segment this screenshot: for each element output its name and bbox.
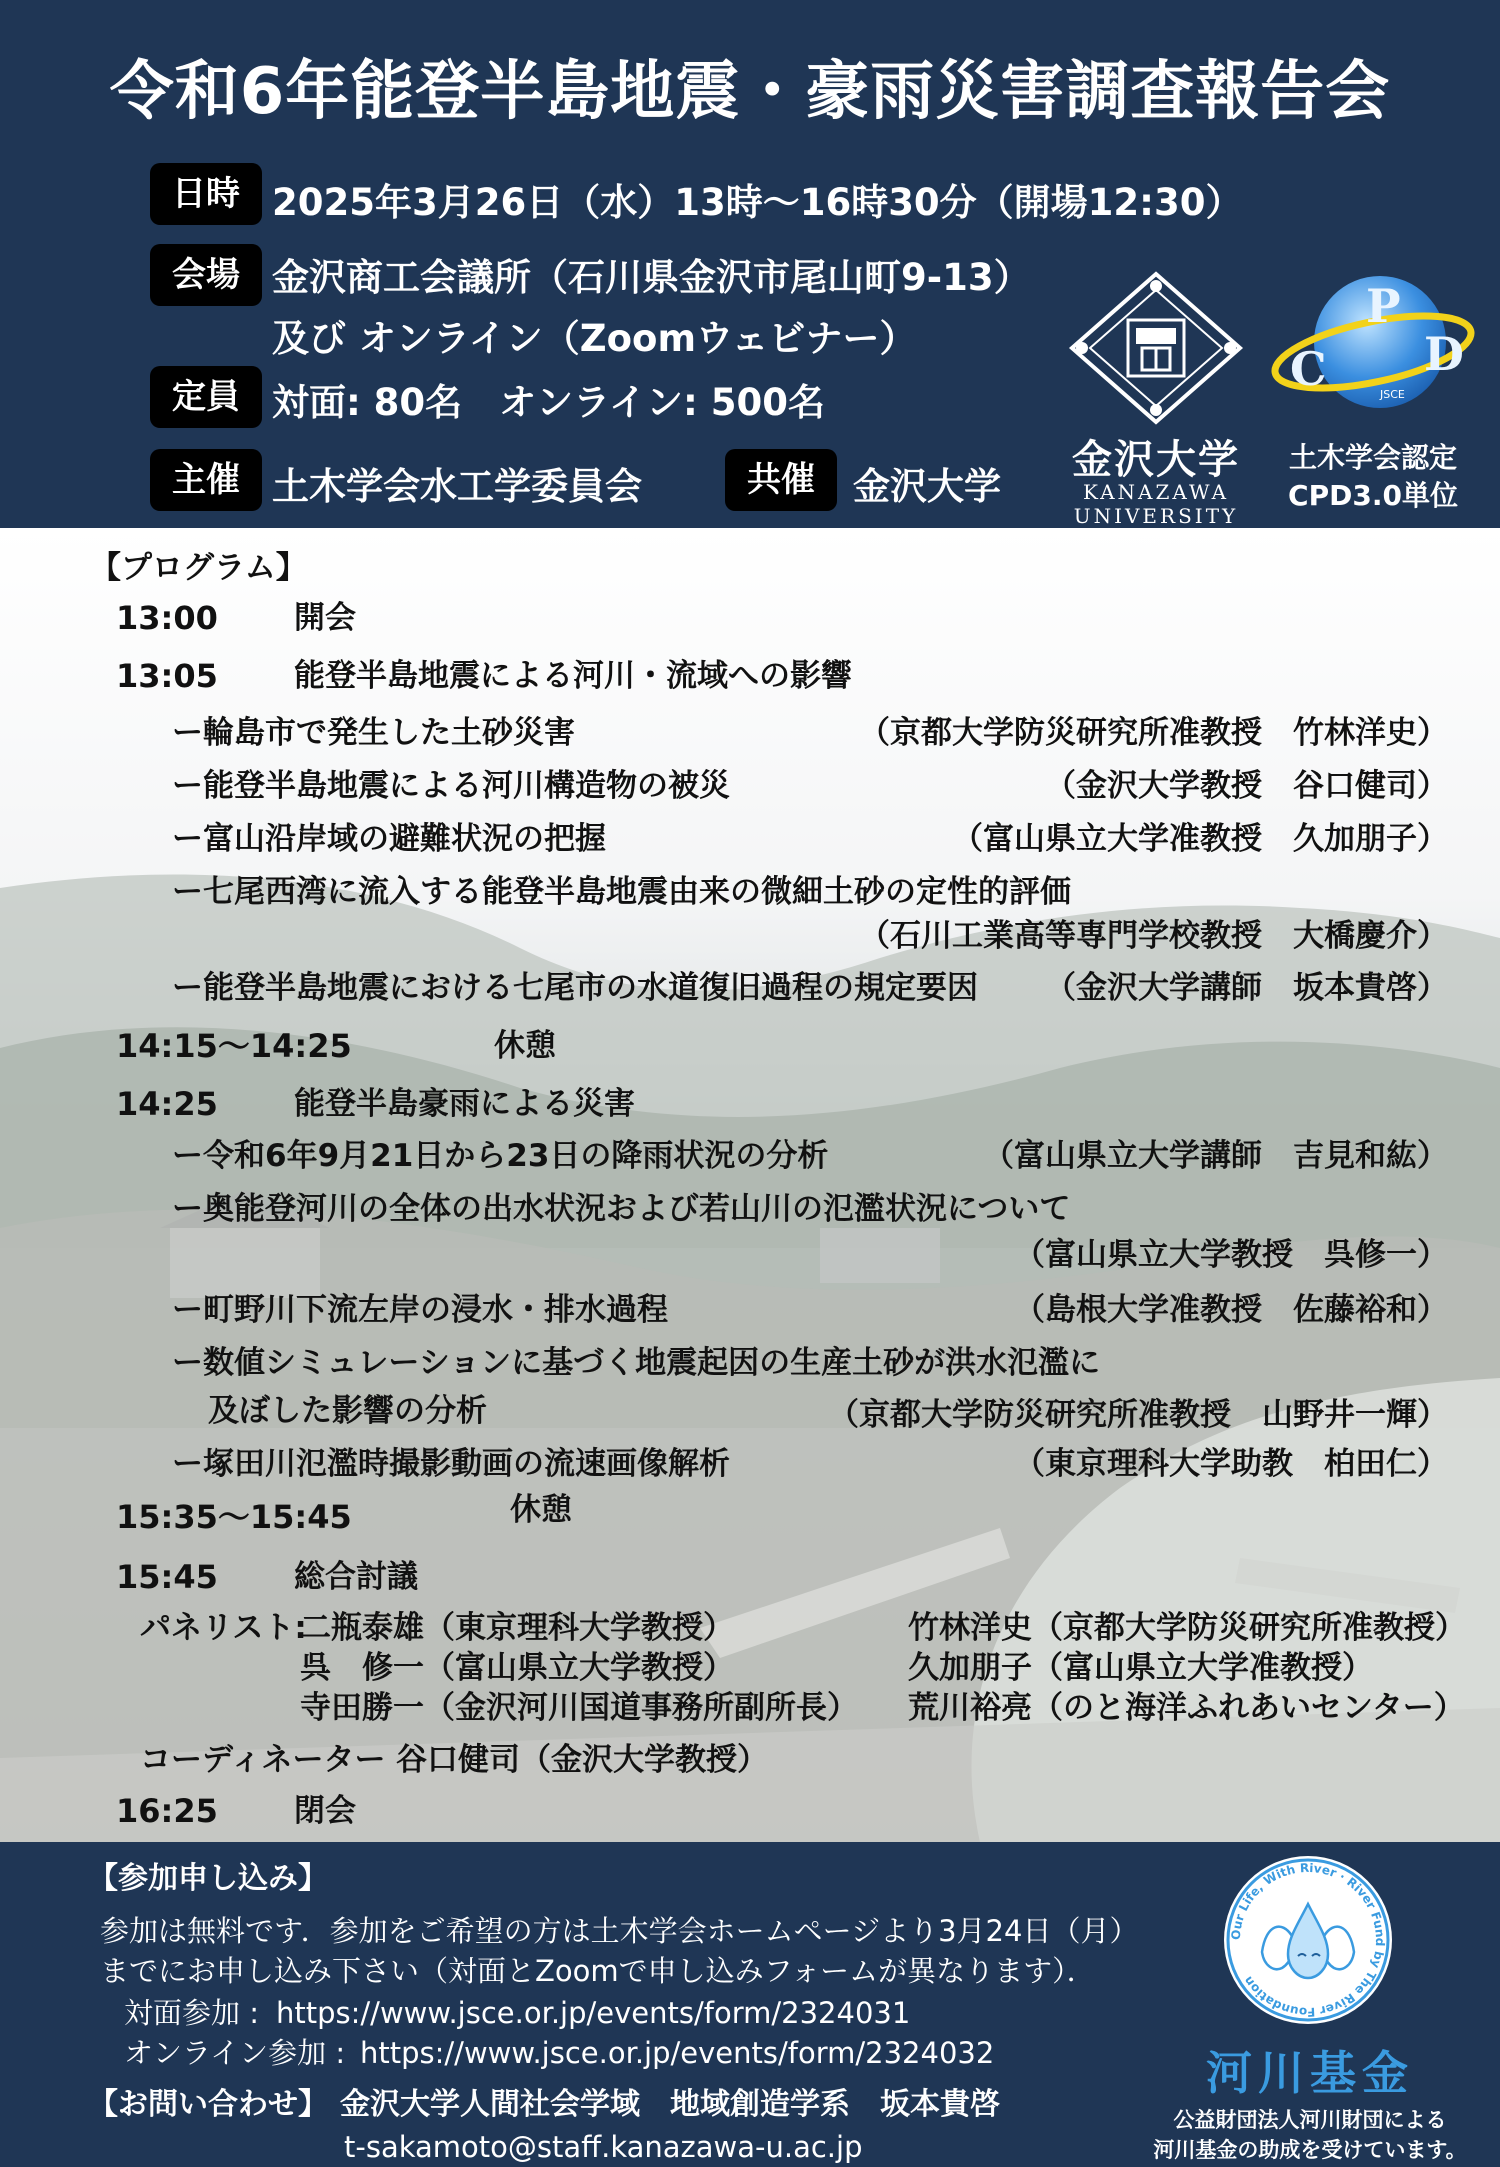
- panelist: 久加朋子（富山県立大学准教授）: [908, 1650, 1373, 1686]
- event-title: 令和6年能登半島地震・豪雨災害調査報告会: [109, 55, 1391, 129]
- panelist: 竹林洋史（京都大学防災研究所准教授）: [908, 1610, 1466, 1646]
- contact-email-link[interactable]: t-sakamoto@staff.kanazawa-u.ac.jp: [344, 2130, 863, 2164]
- river-seal-ring-text: Our Life, With River · River Fund by The River Foundation: [1228, 1860, 1388, 2020]
- flyer-footer: [0, 1842, 1500, 2167]
- river-fund-note: 河川基金の助成を受けています。: [1153, 2138, 1467, 2162]
- talk-title: ー塚田川氾濫時撮影動画の流速画像解析: [172, 1446, 730, 1482]
- cpd-units: CPD3.0単位: [1288, 479, 1458, 512]
- cpd-letter-d: D: [1424, 327, 1464, 381]
- venue-online-value: 及び オンライン（Zoomウェビナー）: [272, 317, 917, 360]
- talk-speaker: （金沢大学教授 谷口健司）: [1045, 768, 1448, 804]
- panelist-label: パネリスト:: [140, 1610, 307, 1646]
- session1-title: 能登半島地震による河川・流域への影響: [294, 658, 852, 694]
- talk-speaker: （富山県立大学准教授 久加朋子）: [952, 821, 1448, 857]
- online-label: オンライン参加 :: [124, 2036, 346, 2070]
- talk-speaker: （富山県立大学講師 吉見和紘）: [983, 1138, 1448, 1174]
- venue-value: 金沢商工会議所（石川県金沢市尾山町9-13）: [272, 256, 1031, 299]
- venue-badge: 会場: [150, 244, 262, 306]
- break2-time: 15:35～15:45: [116, 1498, 352, 1536]
- inperson-url-link[interactable]: https://www.jsce.or.jp/events/form/2324031: [276, 1996, 911, 2030]
- talk-title: ー七尾西湾に流入する能登半島地震由来の微細土砂の定性的評価: [172, 874, 1071, 910]
- session1-time: 13:05: [116, 657, 218, 695]
- program-heading: 【プログラム】: [90, 550, 307, 586]
- cpd-letter-c: C: [1290, 342, 1327, 396]
- talk-title: ー富山沿岸域の避難状況の把握: [172, 821, 606, 857]
- break1-time: 14:15～14:25: [116, 1027, 352, 1065]
- talk-speaker: （島根大学准教授 佐藤裕和）: [1014, 1292, 1448, 1328]
- kanazawa-university-emblem-icon: [1062, 268, 1250, 428]
- organizer-badge: 主催: [150, 449, 262, 511]
- river-fund-name: 河川基金: [1206, 2046, 1414, 2100]
- session2-title: 能登半島豪雨による災害: [294, 1086, 635, 1122]
- river-fund-seal-icon: [1222, 1854, 1394, 2026]
- apply-text-line2: までにお申し込み下さい（対面とZoomで申し込みフォームが異なります）．: [100, 1954, 1096, 1988]
- closing-title: 閉会: [294, 1793, 356, 1829]
- talk-speaker: （富山県立大学教授 呉修一）: [1014, 1237, 1448, 1273]
- talk-speaker: （京都大学防災研究所准教授 竹林洋史）: [859, 715, 1448, 751]
- panelist: 荒川裕亮（のと海洋ふれあいセンター）: [908, 1690, 1465, 1726]
- contact-heading: 【お問い合わせ】: [88, 2087, 328, 2122]
- datetime-value: 2025年3月26日（水）13時～16時30分（開場12:30）: [272, 181, 1243, 224]
- panelist: 寺田勝一（金沢河川国道事務所副所長）: [300, 1690, 858, 1726]
- break1-title: 休憩: [494, 1028, 556, 1064]
- panelist: 二瓶泰雄（東京理科大学教授）: [300, 1610, 734, 1646]
- talk-title: ー能登半島地震による河川構造物の被災: [172, 768, 730, 804]
- talk-title-continued: 及ぼした影響の分析: [208, 1393, 487, 1429]
- talk-speaker: （金沢大学講師 坂本貴啓）: [1045, 970, 1448, 1006]
- capacity-value: 対面: 80名 オンライン: 500名: [272, 381, 825, 424]
- discussion-time: 15:45: [116, 1558, 218, 1596]
- opening-title: 開会: [294, 600, 356, 636]
- online-url-link[interactable]: https://www.jsce.or.jp/events/form/2324032: [360, 2036, 995, 2070]
- session2-time: 14:25: [116, 1085, 218, 1123]
- kanazawa-university-name: 金沢大学: [1072, 436, 1240, 483]
- talk-speaker: （京都大学防災研究所准教授 山野井一輝）: [828, 1397, 1448, 1433]
- cpd-letter-p: P: [1366, 279, 1401, 333]
- flyer-header: [0, 0, 1500, 528]
- inperson-label: 対面参加 :: [124, 1996, 259, 2030]
- apply-text-line1: 参加は無料です．参加をご希望の方は土木学会ホームページより3月24日（月）: [100, 1914, 1139, 1948]
- kanazawa-university-roman: KANAZAWA UNIVERSITY: [1073, 480, 1239, 528]
- break2-title: 休憩: [510, 1492, 572, 1528]
- talk-title: ー町野川下流左岸の浸水・排水過程: [172, 1292, 668, 1328]
- datetime-badge: 日時: [150, 163, 262, 225]
- program-section: [0, 528, 1500, 1842]
- cpd-jsce-text: JSCE: [1380, 388, 1405, 401]
- talk-title: ー奥能登河川の全体の出水状況および若山川の氾濫状況について: [172, 1191, 1071, 1227]
- talk-title: ー令和6年9月21日から23日の降雨状況の分析: [172, 1138, 829, 1174]
- apply-heading: 【参加申し込み】: [88, 1861, 328, 1896]
- cohost-value: 金沢大学: [853, 465, 1001, 508]
- cpd-globe-icon: [1268, 270, 1478, 420]
- coordinator-label: コーディネーター: [140, 1742, 386, 1778]
- talk-speaker: （東京理科大学助教 柏田仁）: [1014, 1446, 1448, 1482]
- cohost-badge: 共催: [725, 449, 837, 511]
- capacity-badge: 定員: [150, 366, 262, 428]
- river-fund-note: 公益財団法人河川財団による: [1173, 2108, 1447, 2132]
- organizer-value: 土木学会水工学委員会: [272, 465, 642, 508]
- closing-time: 16:25: [116, 1792, 218, 1830]
- discussion-title: 総合討議: [294, 1559, 418, 1595]
- opening-time: 13:00: [116, 599, 218, 637]
- panelist: 呉 修一（富山県立大学教授）: [300, 1650, 734, 1686]
- coordinator-name: 谷口健司（金沢大学教授）: [396, 1742, 768, 1778]
- cpd-certification: 土木学会認定: [1288, 441, 1457, 474]
- talk-speaker: （石川工業高等専門学校教授 大橋慶介）: [859, 918, 1448, 954]
- talk-title: ー能登半島地震における七尾市の水道復旧過程の規定要因: [172, 970, 978, 1006]
- talk-title: ー数値シミュレーションに基づく地震起因の生産土砂が洪水氾濫に: [172, 1345, 1101, 1381]
- talk-title: ー輪島市で発生した土砂災害: [172, 715, 575, 751]
- contact-name: 金沢大学人間社会学域 地域創造学系 坂本貴啓: [340, 2087, 1000, 2122]
